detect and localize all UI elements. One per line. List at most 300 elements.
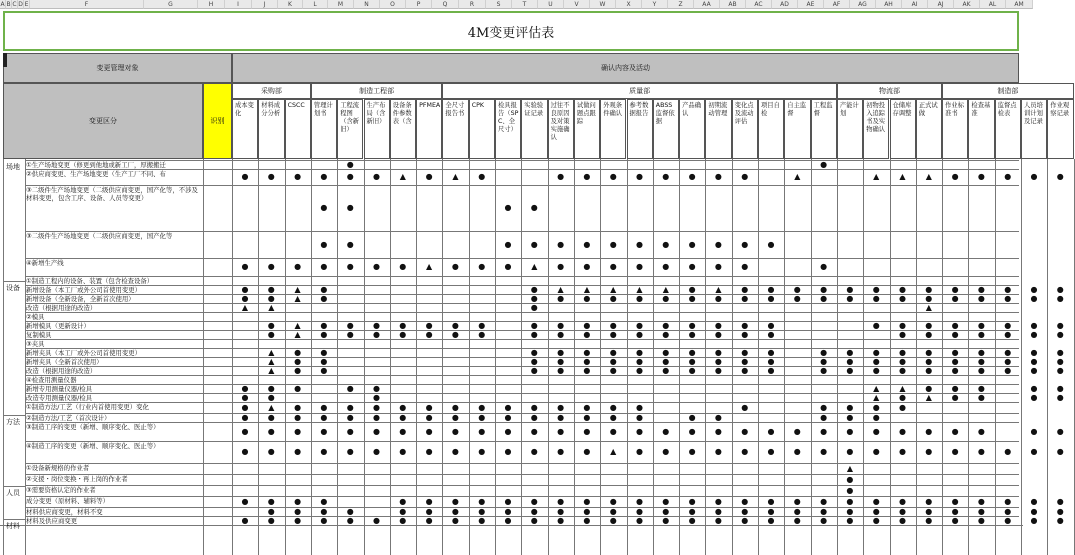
dot-marker: ● [741,239,749,249]
dot-marker: ● [609,402,617,412]
column-letter-t[interactable]: T [512,0,538,9]
column-header-10[interactable]: 检具报告（SPC、全尺寸） [495,99,521,159]
dot-marker: ● [1030,348,1038,357]
triangle-marker: ▲ [899,384,906,393]
dot-marker: ● [977,393,985,402]
column-header-17[interactable]: 产品确认 [679,99,705,159]
row-label[interactable]: ③夹具 [26,340,45,348]
dot-marker: ● [714,447,722,456]
identify-header[interactable] [203,83,232,159]
dot-marker: ● [451,507,459,516]
triangle-marker: ▲ [294,294,301,303]
column-letter-w[interactable]: W [590,0,616,9]
dot-marker: ● [977,426,985,436]
dot-marker: ● [636,294,643,303]
row-label[interactable]: ③需要资格认定的作业者 [26,486,96,494]
dot-marker: ● [925,348,933,357]
dot-marker: ● [478,516,486,525]
column-letter-ah[interactable]: AH [876,0,902,9]
dot-marker: ● [504,447,512,456]
dot-marker: ● [662,516,670,525]
triangle-marker: ▲ [925,303,932,312]
dot-marker: ● [741,447,749,456]
dot-marker: ● [977,285,985,294]
dot-marker: ● [951,447,959,456]
column-letter-f[interactable]: F [30,0,144,9]
dot-marker: ● [609,239,617,249]
group-header-0[interactable]: 采购部 [232,83,311,99]
dot-marker: ● [294,507,302,516]
category-method: 方法 [6,418,20,426]
dot-marker: ● [925,507,933,516]
row-label[interactable]: ③制造工序的变更（新增、顺序变化、医止等） [26,423,160,431]
column-header-19[interactable]: 变化点及流动评估 [732,99,758,159]
column-header-9[interactable]: CPK [469,99,495,159]
confirm-header[interactable] [232,53,1019,83]
title-cell[interactable] [3,11,1019,51]
dot-marker: ● [583,357,591,366]
dot-marker: ● [530,285,538,294]
dot-marker: ● [636,172,643,181]
column-header-16[interactable]: ABSS监督依据 [653,99,679,159]
dot-marker: ● [662,507,670,516]
dot-marker: ● [557,496,565,506]
row-label[interactable]: 新增设备（全新设备，全新首次使用） [26,295,135,303]
dot-marker: ● [688,348,696,357]
dot-marker: ● [583,172,591,181]
dot-marker: ● [320,321,328,330]
column-header-28[interactable]: 检查基准 [968,99,994,159]
dot-marker: ● [1004,366,1012,375]
dot-marker: ● [899,516,906,525]
dot-marker: ● [530,366,538,375]
group-header-1[interactable]: 制造工程部 [311,83,443,99]
dot-marker: ● [899,393,906,402]
dot-marker: ● [373,402,380,412]
column-header-8[interactable]: 全尺寸报告书 [442,99,468,159]
dot-marker: ● [925,285,933,294]
dot-marker: ● [583,413,591,422]
dot-marker: ● [1030,357,1038,366]
column-header-2[interactable]: CSCC [285,99,311,159]
column-letter-u[interactable]: U [538,0,564,9]
dot-marker: ● [267,426,275,436]
dot-marker: ● [530,203,538,212]
row-label[interactable]: 新增模具（更新设计） [26,322,90,330]
row-label[interactable]: 改造（根据用途的改造） [26,304,97,312]
grid-vline [1074,159,1075,555]
row-label[interactable]: ②模具 [26,313,45,321]
column-letter-d[interactable]: D [18,1,23,8]
dot-marker: ● [294,172,302,181]
dot-marker: ● [373,447,380,456]
dot-marker: ● [583,402,591,412]
row-label[interactable]: ①设备新规格的作业者 [26,464,90,472]
dot-marker: ● [1030,393,1038,402]
column-letter-i[interactable]: I [225,0,252,9]
column-letter-v[interactable]: V [564,0,590,9]
category-divider [3,281,25,282]
dot-marker: ● [267,262,275,271]
column-header-24[interactable]: 初物投入追踪书及实物确认 [863,99,889,159]
dot-marker: ● [688,426,696,436]
row-label[interactable]: ③二级件生产场地变更（二级供应商变更，国产化等 [26,232,173,240]
dot-marker: ● [451,330,459,339]
dot-marker: ● [478,402,486,412]
dot-marker: ● [373,384,380,393]
dot-marker: ● [636,516,643,525]
dot-marker: ● [241,413,249,422]
dot-marker: ● [504,413,512,422]
column-letter-x[interactable]: X [616,0,642,9]
category-people: 人员 [6,489,20,497]
dot-marker: ● [399,262,407,271]
dot-marker: ● [951,285,959,294]
dot-marker: ● [346,507,354,516]
dot-marker: ● [557,172,565,181]
dot-marker: ● [714,516,722,525]
dot-marker: ● [714,321,722,330]
dot-marker: ● [557,262,565,271]
dot-marker: ● [609,507,617,516]
dot-marker: ● [951,348,959,357]
dot-marker: ● [820,294,828,303]
row-label[interactable]: 材料供应商变更，材料不变 [26,508,103,516]
dot-marker: ● [1004,447,1012,456]
dot-marker: ● [609,413,617,422]
column-header-7[interactable]: PFMEA [416,99,442,159]
dot-marker: ● [346,172,354,181]
dot-marker: ● [925,384,933,393]
dot-marker: ● [267,330,275,339]
row-label[interactable]: ④制造工序的变更（新增、顺序变化、医止等） [26,442,160,450]
row-label[interactable]: 新增设备（本工厂或外公司首使用变更） [26,286,142,294]
column-letter-aa[interactable]: AA [694,0,720,9]
dot-marker: ● [714,507,722,516]
dot-marker: ● [714,239,722,249]
dot-marker: ● [241,496,249,506]
triangle-marker: ▲ [268,303,275,312]
column-header-23[interactable]: 产能计划 [837,99,863,159]
column-header-11[interactable]: 实验验证记录 [521,99,547,159]
dot-marker: ● [951,172,959,181]
column-letter-n[interactable]: N [354,0,380,9]
column-letter-af[interactable]: AF [824,0,850,9]
dot-marker: ● [688,285,696,294]
dot-marker: ● [478,507,486,516]
dot-marker: ● [373,262,380,271]
dot-marker: ● [1056,393,1064,402]
dot-marker: ● [320,294,328,303]
dot-marker: ● [425,321,433,330]
dot-marker: ● [662,321,670,330]
dot-marker: ● [951,426,959,436]
column-letter-ad[interactable]: AD [772,0,798,9]
dot-marker: ● [530,402,538,412]
dot-marker: ● [557,447,565,456]
dot-marker: ● [530,348,538,357]
column-header-29[interactable]: 监督点检表 [995,99,1021,159]
dot-marker: ● [846,413,854,422]
column-letter-c[interactable]: C [12,1,17,8]
row-label[interactable]: ④新增生产线 [26,259,64,267]
dot-marker: ● [1004,507,1012,516]
dot-marker: ● [241,285,249,294]
row-label[interactable]: ③二级件生产场地变更（二级供应商变更，国产化等，不涉及材料变更，包含工序、设备、人员等变更） [26,186,198,202]
dot-marker: ● [504,496,512,506]
triangle-marker: ▲ [294,330,301,339]
dot-marker: ● [820,516,828,525]
dot-marker: ● [636,366,643,375]
dot-marker: ● [399,330,407,339]
dot-marker: ● [1056,330,1064,339]
dot-marker: ● [504,507,512,516]
dot-marker: ● [373,516,380,525]
dot-marker: ● [241,294,249,303]
column-header-21[interactable]: 自主监督 [784,99,810,159]
column-letter-ac[interactable]: AC [746,0,772,9]
column-letter-r[interactable]: R [459,0,486,9]
dot-marker: ● [820,496,828,506]
column-header-30[interactable]: 人员培训计划及记录 [1021,99,1047,159]
triangle-marker: ▲ [846,463,853,473]
row-label[interactable]: ①制造工程内的设备、装置（包含检查设备） [26,277,154,285]
dot-marker: ● [320,413,328,422]
dot-marker: ● [820,262,828,271]
dot-marker: ● [320,357,328,366]
column-header-22[interactable]: 工程监督 [811,99,837,159]
dot-marker: ● [636,426,643,436]
column-letter-o[interactable]: O [380,0,406,9]
dot-marker: ● [609,496,617,506]
group-header-2[interactable]: 质量部 [442,83,837,99]
target-header[interactable] [3,53,232,83]
column-header-13[interactable]: 试做问题点跟踪 [574,99,600,159]
column-letter-ae[interactable]: AE [798,0,824,9]
dot-marker: ● [899,447,906,456]
dot-marker: ● [294,402,302,412]
dot-marker: ● [294,384,302,393]
column-header-15[interactable]: 参考数据报告 [627,99,653,159]
dot-marker: ● [530,516,538,525]
dot-marker: ● [583,262,591,271]
dot-marker: ● [951,357,959,366]
column-header-20[interactable]: 项目自检 [758,99,784,159]
column-letter-b[interactable]: B [6,1,11,8]
dot-marker: ● [662,447,670,456]
dot-marker: ● [1030,285,1038,294]
category-divider [3,486,25,487]
dot-marker: ● [530,496,538,506]
dot-marker: ● [557,507,565,516]
row-label[interactable]: ①生产场地变更（修更到他地或新工厂，厚搬搬迁 [26,161,166,169]
dot-marker: ● [504,203,512,212]
dot-marker: ● [741,426,749,436]
dot-marker: ● [951,507,959,516]
column-letter-j[interactable]: J [252,0,278,9]
dot-marker: ● [899,357,906,366]
column-letter-ai[interactable]: AI [902,0,928,9]
dot-marker: ● [609,172,617,181]
dot-marker: ● [714,294,722,303]
dot-marker: ● [636,413,643,422]
dot-marker: ● [267,447,275,456]
dot-marker: ● [899,402,906,412]
dot-marker: ● [451,402,459,412]
dot-marker: ● [399,426,407,436]
column-letter-l[interactable]: L [303,0,328,9]
triangle-marker: ▲ [268,357,275,366]
dot-marker: ● [241,426,249,436]
dot-marker: ● [951,321,959,330]
dot-marker: ● [872,447,880,456]
dot-marker: ● [662,348,670,357]
dot-marker: ● [399,402,407,412]
dot-marker: ● [872,507,880,516]
category-equip: 设备 [6,284,20,292]
dot-marker: ● [951,384,959,393]
column-header-4[interactable]: 工程流程图（含新旧） [337,99,363,159]
dot-marker: ● [294,366,302,375]
column-header-18[interactable]: 初期流动管理 [705,99,731,159]
dot-marker: ● [767,366,775,375]
dot-marker: ● [977,507,985,516]
column-letter-aj[interactable]: AJ [928,0,954,9]
dot-marker: ● [977,172,985,181]
dot-marker: ● [267,516,275,525]
dot-marker: ● [583,348,591,357]
column-letter-p[interactable]: P [406,0,432,9]
column-letter-h[interactable]: H [198,0,225,9]
dot-marker: ● [373,426,380,436]
dot-marker: ● [451,262,459,271]
dot-marker: ● [662,294,670,303]
dot-marker: ● [793,516,801,525]
group-header-3[interactable]: 物流部 [837,83,942,99]
dot-marker: ● [1004,285,1012,294]
dot-marker: ● [872,321,880,330]
row-label[interactable]: 新增夹具（本工厂或外公司首使用变更） [26,349,142,357]
dot-marker: ● [557,294,565,303]
dot-marker: ● [636,357,643,366]
dot-marker: ● [820,160,828,169]
dot-marker: ● [688,262,696,271]
distinction-header[interactable] [3,83,203,159]
row-label[interactable]: ②制造方法/工艺（首次设计） [26,414,111,422]
dot-marker: ● [714,426,722,436]
triangle-marker: ▲ [399,172,406,181]
row-label[interactable]: ①制造方法/工艺（行业内首使用变更）变化 [26,403,149,411]
column-letter-ab[interactable]: AB [720,0,746,9]
dot-marker: ● [583,366,591,375]
column-letter-y[interactable]: Y [642,0,668,9]
dot-marker: ● [320,203,328,212]
column-letter-a[interactable]: A [0,1,5,8]
column-header-14[interactable]: 外观条件确认 [600,99,626,159]
column-letter-am[interactable]: AM [1006,0,1033,9]
column-letter-g[interactable]: G [144,0,198,9]
triangle-marker: ▲ [531,262,538,271]
column-letter-s[interactable]: S [486,0,512,9]
row-label[interactable]: 材料及供应商变更 [26,517,78,525]
dot-marker: ● [977,496,985,506]
dot-marker: ● [1004,516,1012,525]
column-header-27[interactable]: 作业标准书 [942,99,968,159]
dot-marker: ● [872,426,880,436]
dot-marker: ● [767,285,775,294]
sheet-edge-mark [3,53,7,67]
row-label[interactable]: ②供应商变更、生产场地变更（生产工厂不同、布 [26,170,166,178]
dot-marker: ● [1004,357,1012,366]
column-letter-k[interactable]: K [278,0,303,9]
dot-marker: ● [741,262,749,271]
dot-marker: ● [609,357,617,366]
row-label[interactable]: 复制模具 [26,331,52,339]
column-letter-e[interactable]: E [24,1,29,8]
row-label[interactable]: 改造（根据用途的改造） [26,367,97,375]
column-letter-q[interactable]: Q [432,0,459,9]
dot-marker: ● [1030,294,1038,303]
dot-marker: ● [767,496,775,506]
dot-marker: ● [294,496,302,506]
row-label[interactable]: 成分变更（原材料、辅料等） [26,497,110,505]
dot-marker: ● [688,447,696,456]
target-header-label: 变更管理对象 [96,64,139,72]
dot-marker: ● [478,172,486,181]
dot-marker: ● [583,507,591,516]
dot-marker: ● [425,496,433,506]
column-header-26[interactable]: 正式试做 [916,99,942,159]
dot-marker: ● [1004,330,1012,339]
column-letter-m[interactable]: M [328,0,354,9]
column-header-1[interactable]: 材料成分分析 [258,99,284,159]
column-letter-z[interactable]: Z [668,0,694,9]
column-header-3[interactable]: 管理计划书 [311,99,337,159]
row-label[interactable]: 新增夹具（全新首次使用） [26,358,103,366]
dot-marker: ● [267,384,275,393]
dot-marker: ● [767,447,775,456]
dot-marker: ● [741,321,749,330]
row-label[interactable]: ④检查用测量仪器 [26,376,77,384]
triangle-marker: ▲ [294,285,301,294]
group-header-4[interactable]: 制造部 [942,83,1074,99]
dot-marker: ● [320,348,328,357]
dot-marker: ● [478,447,486,456]
column-letter-al[interactable]: AL [980,0,1006,9]
column-header-6[interactable]: 设备条件参数表（含 [390,99,416,159]
column-header-31[interactable]: 作业观察记录 [1047,99,1073,159]
dot-marker: ● [267,321,275,330]
dot-marker: ● [583,516,591,525]
dot-marker: ● [688,239,696,249]
dot-marker: ● [557,413,565,422]
column-header-5[interactable]: 生产布局（含新旧） [364,99,390,159]
dot-marker: ● [767,321,775,330]
dot-marker: ● [399,321,407,330]
column-letter-ak[interactable]: AK [954,0,980,9]
row-label[interactable]: 新增专用测量仪器/检具 [26,385,93,393]
column-letter-ag[interactable]: AG [850,0,876,9]
column-header-25[interactable]: 仓储库存调整 [890,99,916,159]
dot-marker: ● [925,330,933,339]
column-header-12[interactable]: 过往不良原因及对策实施确认 [548,99,574,159]
row-label[interactable]: ②支援・岗位变换・再上岗的作业者 [26,475,128,483]
row-label[interactable]: 改造专用测量仪器/检具 [26,394,93,402]
triangle-marker: ▲ [426,262,433,271]
dot-marker: ● [899,294,906,303]
column-header-0[interactable]: 成本变化 [232,99,258,159]
dot-marker: ● [557,357,565,366]
